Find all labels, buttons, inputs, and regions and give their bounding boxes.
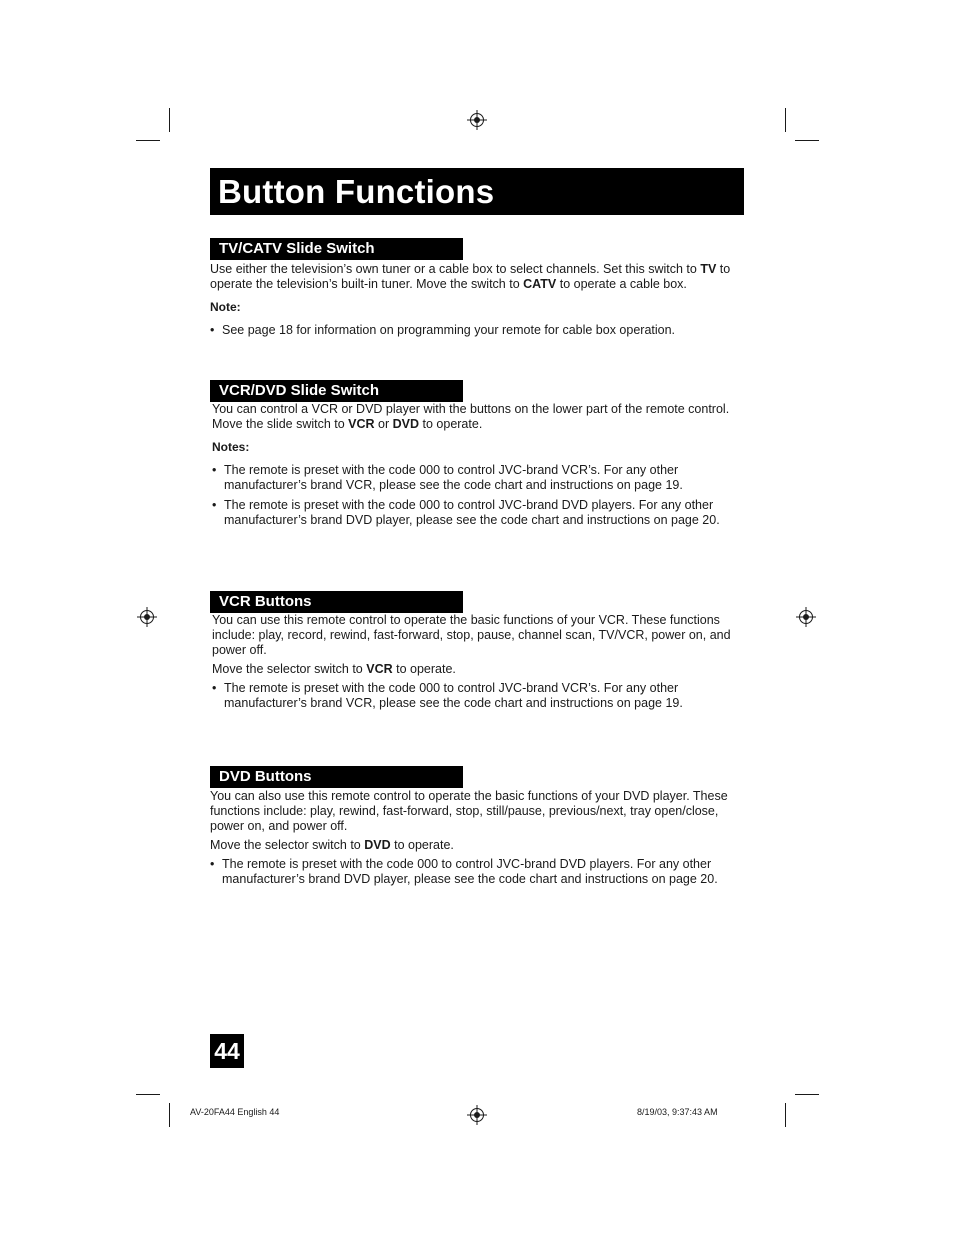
page-title-bar (210, 168, 744, 215)
text: Move the selector switch to (212, 662, 367, 676)
section-heading-tv-catv: TV/CATV Slide Switch (210, 238, 463, 260)
bullet-list (212, 463, 752, 528)
text: to operate. (392, 662, 456, 676)
bold-text: DVD (392, 417, 420, 431)
bullet-list (210, 857, 750, 887)
list-item: • The remote is preset with the code 000 to control JVC-brand VCR’s. For any other manufacturer’s brand VCR, please see the code chart and instructions on page 19. (212, 681, 752, 711)
crop-mark-icon (795, 1094, 819, 1095)
section-heading-vcr-dvd: VCR/DVD Slide Switch (210, 380, 463, 402)
section-body-vcr-buttons (212, 613, 752, 716)
paragraph: You can also use this remote control to operate the basic functions of your DVD player. These functions include: play, rewind, fast-forward, stop, still/pause, previous/next, tray open/close, power on, and power off. (210, 789, 728, 833)
bold-text: VCR (348, 417, 375, 431)
paragraph (212, 402, 752, 432)
paragraph: You can use this remote control to operate the basic functions of your VCR. These functions include: play, record, rewind, fast-forward, stop, pause, channel scan, TV/VCR, power on, and power off. (212, 613, 731, 657)
text: to operate. (390, 838, 454, 852)
crop-mark-icon (795, 140, 819, 141)
section-heading-dvd-buttons: DVD Buttons (210, 766, 463, 788)
registration-mark-icon (470, 1108, 484, 1122)
paragraph (210, 262, 750, 292)
crop-mark-icon (169, 108, 170, 132)
section-body-vcr-dvd (212, 402, 752, 533)
section-body-tv-catv (210, 262, 750, 343)
crop-mark-icon (785, 1103, 786, 1127)
page-title: Button Functions (218, 173, 495, 210)
crop-mark-icon (136, 1094, 160, 1095)
registration-mark-icon (140, 610, 154, 624)
text: to operate a cable box. (556, 277, 687, 291)
bold-text: TV (700, 262, 717, 276)
text: You can control a VCR or DVD player with the buttons on the lower part of the remote control. Move the slide switch to (212, 402, 730, 431)
section-heading-vcr-buttons: VCR Buttons (210, 591, 463, 613)
registration-mark-icon (799, 610, 813, 624)
bullet-list (210, 323, 750, 338)
footer-file-label: AV-20FA44 English 44 (190, 1107, 280, 1117)
paragraph (210, 838, 750, 853)
text: or (374, 417, 393, 431)
crop-mark-icon (785, 108, 786, 132)
bold-text: DVD (364, 838, 391, 852)
list-item: • The remote is preset with the code 000 to control JVC-brand DVD players. For any other manufacturer’s brand DVD player, please see the code chart and instructions on page 20. (210, 857, 750, 887)
text: Move the selector switch to (210, 838, 365, 852)
crop-mark-icon (169, 1103, 170, 1127)
bullet-list (212, 681, 752, 711)
registration-mark-icon (470, 113, 484, 127)
note-label: Note: (210, 300, 241, 314)
bold-text: VCR (366, 662, 393, 676)
crop-mark-icon (136, 140, 160, 141)
text: to operate. (419, 417, 483, 431)
text: to operate the television’s built-in tuner. Move the switch to (210, 262, 731, 291)
section-body-dvd-buttons (210, 789, 750, 892)
list-item: • See page 18 for information on programming your remote for cable box operation. (210, 323, 750, 338)
list-item: • The remote is preset with the code 000 to control JVC-brand DVD players. For any other manufacturer’s brand DVD player, please see the code chart and instructions on page 20. (212, 498, 752, 528)
footer-timestamp: 8/19/03, 9:37:43 AM (637, 1107, 718, 1117)
paragraph (212, 662, 752, 677)
list-item: • The remote is preset with the code 000 to control JVC-brand VCR’s. For any other manufacturer’s brand VCR, please see the code chart and instructions on page 19. (212, 463, 752, 493)
bold-text: CATV (523, 277, 557, 291)
note-label: Notes: (212, 440, 250, 454)
text: Use either the television’s own tuner or a cable box to select channels. Set this switch to (210, 262, 701, 276)
page-number: 44 (210, 1034, 244, 1068)
